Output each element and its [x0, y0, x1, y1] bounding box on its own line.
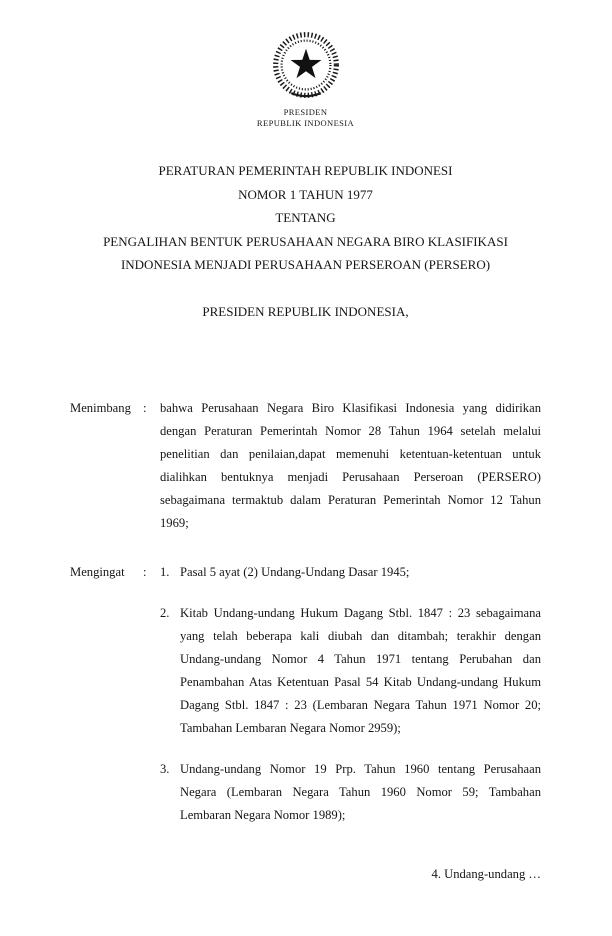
title-line-tentang: TENTANG	[275, 210, 336, 225]
star-icon	[290, 49, 321, 78]
salutation: PRESIDEN REPUBLIK INDONESIA,	[202, 303, 409, 319]
paragraph: Pasal 5 ayat (2) Undang-Undang Dasar 1945;	[180, 564, 410, 579]
section-separator: :	[143, 564, 147, 579]
paragraph: bahwa Perusahaan Negara Biro Klasifikasi Indonesia yang didirikan dengan Peraturan Pemerintah Nomor 28 Tahun 1964 setelah melalui penelitian dan penilaian,dapat memenuhi ketentuan-ketentuan untuk dialihkan bentuknya menjadi Perusahaan Perseroan (PERSERO) sebagaimana termaktub dalam Peraturan Pemerintah Nomor 12 Tahun 1969;	[160, 400, 541, 530]
title-line-regulation: PERATURAN PEMERINTAH REPUBLIK INDONESI	[158, 163, 453, 178]
list-item-number: 1.	[160, 564, 170, 579]
title-line-subject-1: PENGALIHAN BENTUK PERUSAHAAN NEGARA BIRO KLASIFIKASI	[103, 233, 508, 249]
page-continuation-catchword: 4. Undang-undang …	[431, 867, 541, 881]
letterhead-text	[70, 107, 541, 129]
list-item-number: 3.	[160, 761, 170, 776]
paragraph: Kitab Undang-undang Hukum Dagang Stbl. 1847 : 23 sebagaimana yang telah beberapa kali diubah dan ditambah; terakhir dengan Undang-undang Nomor 4 Tahun 1971 tentang Perubahan dan Penambahan Atas Ketentuan Pasal 54 Kitab Undang-undang Hukum Dagang Stbl. 1847 : 23 (Lembaran Negara Tahun 1971 Nomor 20; Tambahan Lembaran Negara Nomor 2959);	[180, 605, 541, 735]
section-label: Menimbang	[70, 400, 131, 415]
title-block	[70, 159, 541, 277]
title-line-number-year: NOMOR 1 TAHUN 1977	[238, 186, 373, 202]
letterhead-line-presiden: PRESIDEN	[283, 107, 328, 117]
section-content	[160, 561, 541, 827]
list-item	[160, 602, 541, 740]
section-mengingat	[70, 561, 541, 827]
paragraph: Undang-undang Nomor 19 Prp. Tahun 1960 tentang Perusahaan Negara (Lembaran Negara Tahun 1960 Nomor 59; Tambahan Lembaran Negara Nomor 1989);	[180, 761, 541, 822]
letterhead-line-republik-indonesia: REPUBLIK INDONESIA	[256, 118, 355, 128]
section-content	[160, 397, 541, 535]
section-menimbang	[70, 397, 541, 535]
list-item-number: 2.	[160, 605, 170, 620]
letterhead	[70, 28, 541, 129]
section-label: Mengingat	[70, 564, 125, 579]
section-separator: :	[143, 400, 147, 415]
presidential-seal-icon	[269, 28, 343, 102]
title-line-subject-2: INDONESIA MENJADI PERUSAHAAN PERSEROAN (PERSERO)	[120, 257, 491, 272]
list-item	[160, 561, 541, 584]
list-item	[160, 758, 541, 827]
